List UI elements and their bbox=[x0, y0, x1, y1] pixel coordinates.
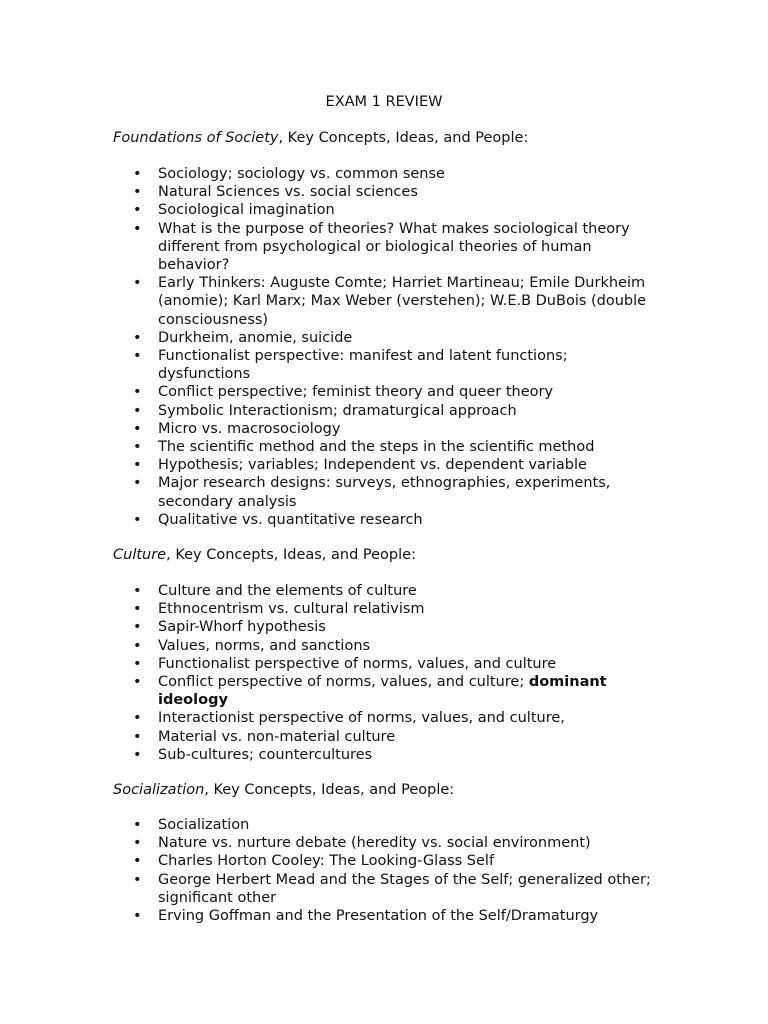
list-item: • Functionalist perspective: manifest and latent functions; dysfunctions bbox=[113, 347, 653, 383]
list-item: • The scientific method and the steps in the scientific method bbox=[113, 438, 653, 456]
page-title: EXAM 1 REVIEW bbox=[325, 94, 443, 110]
list-item: • Material vs. non-material culture bbox=[113, 728, 653, 746]
list-item: • What is the purpose of theories? What makes sociological theory different from psychological or biological theories of human behavior? bbox=[113, 220, 653, 275]
list-item: • Sapir-Whorf hypothesis bbox=[113, 618, 653, 636]
section-heading-rest: , Key Concepts, Ideas, and People: bbox=[166, 547, 416, 563]
list-item: • Nature vs. nurture debate (heredity vs. social environment) bbox=[113, 834, 653, 852]
section-heading-foundations bbox=[113, 128, 528, 148]
list-item: • Charles Horton Cooley: The Looking-Glass Self bbox=[113, 852, 653, 870]
list-item-with-bold bbox=[113, 673, 653, 709]
list-item: • Sociological imagination bbox=[113, 201, 653, 219]
list-item: • Early Thinkers: Auguste Comte; Harriet Martineau; Emile Durkheim (anomie); Karl Marx; Max Weber (verstehen); W.E.B DuBois (double consciousness) bbox=[113, 274, 653, 329]
section-heading-emphasis: Culture bbox=[113, 547, 167, 563]
list-item: • Micro vs. macrosociology bbox=[113, 420, 653, 438]
section-heading-socialization bbox=[113, 780, 454, 800]
section-heading-culture bbox=[113, 545, 416, 565]
list-item: • Interactionist perspective of norms, values, and culture, bbox=[113, 709, 653, 727]
list-item: • Culture and the elements of culture bbox=[113, 582, 653, 600]
list-item: • Socialization bbox=[113, 816, 653, 834]
list-item: • Hypothesis; variables; Independent vs. dependent variable bbox=[113, 456, 653, 474]
list-culture bbox=[113, 582, 653, 764]
section-heading-rest: , Key Concepts, Ideas, and People: bbox=[278, 130, 529, 146]
bold-term: dominant ideology bbox=[158, 674, 607, 709]
list-item: • Durkheim, anomie, suicide bbox=[113, 329, 653, 347]
list-item: • Sub-cultures; countercultures bbox=[113, 746, 653, 764]
list-item: • Ethnocentrism vs. cultural relativism bbox=[113, 600, 653, 618]
list-item: • George Herbert Mead and the Stages of the Self; generalized other; significant other bbox=[113, 871, 653, 907]
list-item: • Conflict perspective; feminist theory and queer theory bbox=[113, 383, 653, 401]
section-heading-rest: , Key Concepts, Ideas, and People: bbox=[204, 782, 455, 798]
list-socialization bbox=[113, 816, 653, 925]
section-heading-emphasis: Foundations of Society bbox=[113, 130, 279, 146]
list-item: • Erving Goffman and the Presentation of the Self/Dramaturgy bbox=[113, 907, 653, 925]
list-item: • Functionalist perspective of norms, values, and culture bbox=[113, 655, 653, 673]
list-item: • Qualitative vs. quantitative research bbox=[113, 511, 653, 529]
list-item-text: Conflict perspective of norms, values, and culture; bbox=[158, 674, 525, 691]
list-item: • Symbolic Interactionism; dramaturgical approach bbox=[113, 402, 653, 420]
list-item: • Values, norms, and sanctions bbox=[113, 637, 653, 655]
list-foundations bbox=[113, 165, 653, 529]
list-item: • Sociology; sociology vs. common sense bbox=[113, 165, 653, 183]
section-heading-emphasis: Socialization bbox=[113, 782, 205, 798]
list-item: • Major research designs: surveys, ethnographies, experiments, secondary analysis bbox=[113, 474, 653, 510]
list-item: • Natural Sciences vs. social sciences bbox=[113, 183, 653, 201]
